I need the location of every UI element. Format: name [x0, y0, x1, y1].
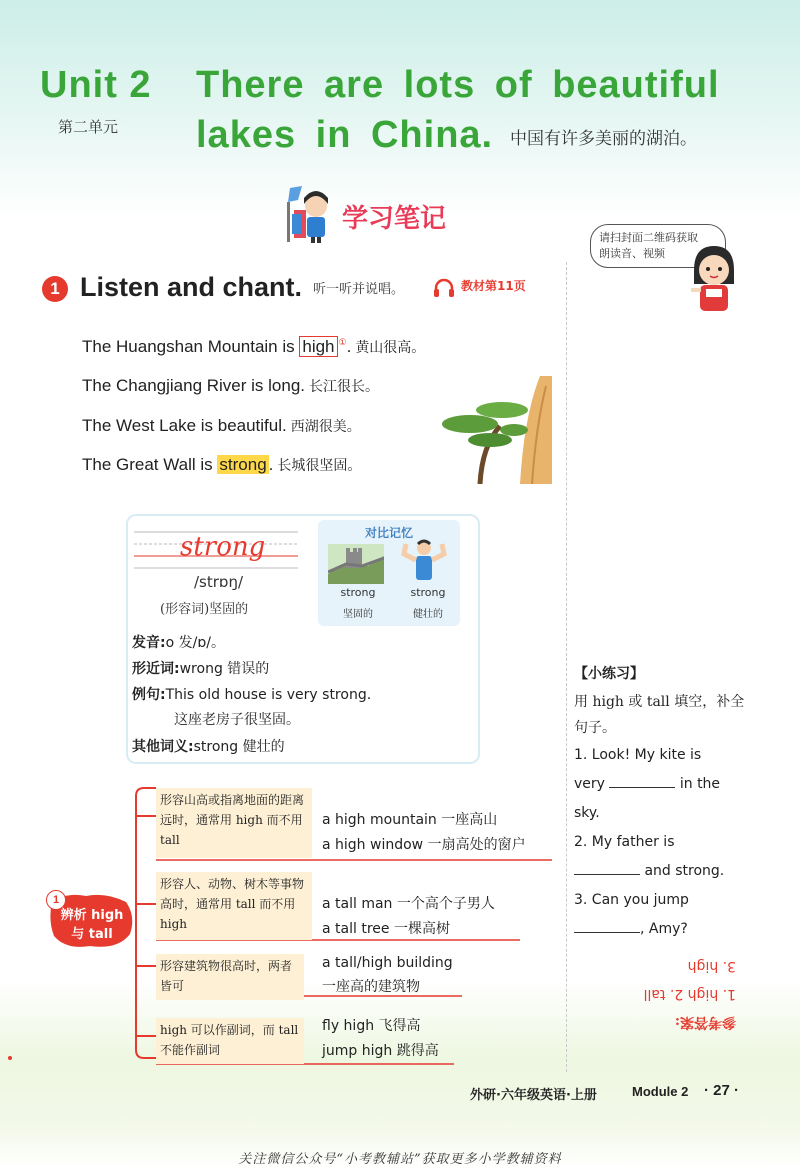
chant-cn: 长江很长。	[309, 379, 380, 395]
unit-number-cn: 第二单元	[58, 118, 119, 136]
girl-illustration-icon	[686, 244, 742, 316]
rule-1-example-1: a high mountain 一座高山	[322, 812, 498, 828]
answer-line1: 1. high 2. tall	[643, 986, 736, 1002]
example-line	[132, 684, 371, 704]
answer-key-upside-down	[610, 950, 736, 1036]
headphones-icon[interactable]	[432, 276, 456, 300]
diagram-title-line2: 与 tall	[71, 927, 113, 942]
answer-blank-3[interactable]	[574, 918, 640, 933]
rule-4-example-1: fly high 飞得高	[322, 1018, 421, 1034]
practice-q3-line1: 3. Can you jump	[574, 892, 689, 908]
diagram-title-line1: 辨析 high	[60, 908, 124, 923]
unit-title-line1: There are lots of beautiful	[196, 64, 720, 106]
keyword-strong: strong	[219, 455, 267, 474]
diagram-label	[46, 890, 134, 950]
bubble-line1: 请扫封面二维码获取	[599, 231, 698, 244]
rule-1-example-2: a high window 一扇高处的窗户	[322, 837, 526, 853]
pronunciation-text: o 发/ɒ/。	[165, 635, 225, 651]
compare-cn-2: 健壮的	[413, 609, 443, 620]
rule-box-2: 形容人、动物、树木等事物高时，通常用 tall 而不用 high	[156, 872, 312, 940]
chant-line-3	[82, 416, 361, 436]
chant-text: The West Lake is beautiful.	[82, 416, 287, 435]
decorative-dot	[8, 1056, 12, 1060]
rule-3-example-1: a tall/high building	[322, 955, 453, 971]
chant-period: .	[268, 455, 274, 474]
section-title-cn: 听一听并说唱。	[313, 282, 405, 297]
vocab-word: strong	[180, 532, 266, 562]
kid-with-flag-icon	[284, 184, 340, 244]
keyword-high: high	[299, 336, 337, 357]
practice-q2-line2	[574, 857, 750, 886]
study-notes-label: 学习笔记	[342, 204, 447, 234]
rule-2-example-1: a tall man 一个高个子男人	[322, 896, 495, 912]
chant-cn: 西湖很美。	[290, 419, 361, 435]
mini-practice	[574, 660, 750, 944]
practice-q1-text: very	[574, 776, 605, 792]
other-meaning-text: strong 健壮的	[193, 739, 285, 755]
similar-word-label: 形近词:	[132, 661, 180, 677]
answer-line2: 3. high	[687, 958, 736, 974]
chant-text: The Great Wall is	[82, 455, 218, 474]
study-notes-banner	[284, 184, 504, 244]
footer-watermark-note: 关注微信公众号“小考教辅站”获取更多小学教辅资料	[238, 1152, 562, 1167]
vocab-phonetic: /strɒŋ/	[194, 573, 243, 591]
vocab-part-of-speech: (形容词)坚固的	[160, 602, 249, 617]
rule-box-3: 形容建筑物很高时，两者皆可	[156, 954, 304, 1000]
answer-blank-2[interactable]	[574, 860, 640, 875]
similar-word-line	[132, 658, 269, 678]
chant-cn: 长城很坚固。	[277, 458, 362, 474]
practice-q1-line2	[574, 770, 750, 799]
diagram-number: 1	[46, 890, 66, 910]
rule-3-example-2: 一座高的建筑物	[322, 979, 420, 995]
compare-memory-box	[318, 520, 460, 626]
strong-man-icon	[398, 538, 450, 586]
other-meaning-line	[132, 736, 285, 756]
pronunciation-label: 发音:	[132, 635, 166, 651]
example-text: This old house is very strong.	[165, 687, 372, 703]
practice-q1-line3: sky.	[574, 805, 600, 821]
example-cn: 这座老房子很坚固。	[174, 712, 300, 728]
rule-4-example-2: jump high 跳得高	[322, 1043, 439, 1059]
similar-word-text: wrong 错误的	[179, 661, 270, 677]
compare-title: 对比记忆	[364, 526, 413, 540]
chant-line-4	[82, 455, 361, 475]
unit-number: Unit 2	[40, 64, 152, 106]
page-number: · 27 ·	[704, 1082, 740, 1099]
practice-q1-text2: in the	[679, 776, 721, 792]
chant-period: .	[346, 337, 352, 356]
vocab-card-strong	[126, 514, 480, 764]
practice-q3-line2	[574, 915, 750, 944]
great-wall-icon	[328, 544, 384, 584]
pine-tree-cliff-icon	[440, 376, 552, 484]
section-title: Listen and chant.	[80, 272, 303, 302]
textbook-page-ref: 教材第11页	[461, 279, 526, 293]
compare-word-2: strong	[410, 586, 446, 599]
compare-word-1: strong	[340, 586, 376, 599]
chant-line-1	[82, 337, 425, 357]
chant-text: The Changjiang River is long.	[82, 376, 306, 395]
answer-blank-1[interactable]	[609, 773, 675, 788]
practice-q3-text: , Amy?	[640, 921, 688, 937]
compare-cn-1: 坚固的	[343, 609, 373, 620]
unit-title-line2: lakes in China.	[196, 114, 494, 156]
section-number: 1	[42, 276, 68, 302]
answer-title: 参考答案:	[674, 1014, 736, 1030]
rule-box-1: 形容山高或指离地面的距离远时，通常用 high 而不用 tall	[156, 788, 312, 858]
practice-q1-line1: 1. Look! My kite is	[574, 747, 702, 763]
practice-q2-line1: 2. My father is	[574, 834, 675, 850]
note-marker: ①	[338, 337, 347, 348]
bubble-line2: 朗读音、视频	[599, 247, 665, 260]
column-divider	[566, 262, 567, 1072]
footer-module: Module 2	[632, 1084, 689, 1099]
practice-instruction: 用 high 或 tall 填空，补全句子。	[574, 694, 745, 736]
unit-title-cn: 中国有许多美丽的湖泊。	[510, 129, 697, 149]
footer-book-title: 外研·六年级英语·上册	[470, 1088, 597, 1103]
chant-cn: 黄山很高。	[355, 340, 426, 356]
other-meaning-label: 其他词义:	[132, 739, 194, 755]
chant-text: The Huangshan Mountain is	[82, 337, 300, 356]
rule-2-example-2: a tall tree 一棵高树	[322, 921, 450, 937]
rule-box-4: high 可以作副词，而 tall 不能作副词	[156, 1018, 304, 1064]
practice-q2-text: and strong.	[644, 863, 725, 879]
pronunciation-line	[132, 632, 225, 652]
example-label: 例句:	[132, 687, 166, 703]
chant-line-2	[82, 376, 379, 396]
diagram-title	[52, 906, 132, 944]
practice-heading: 【小练习】	[574, 666, 644, 682]
